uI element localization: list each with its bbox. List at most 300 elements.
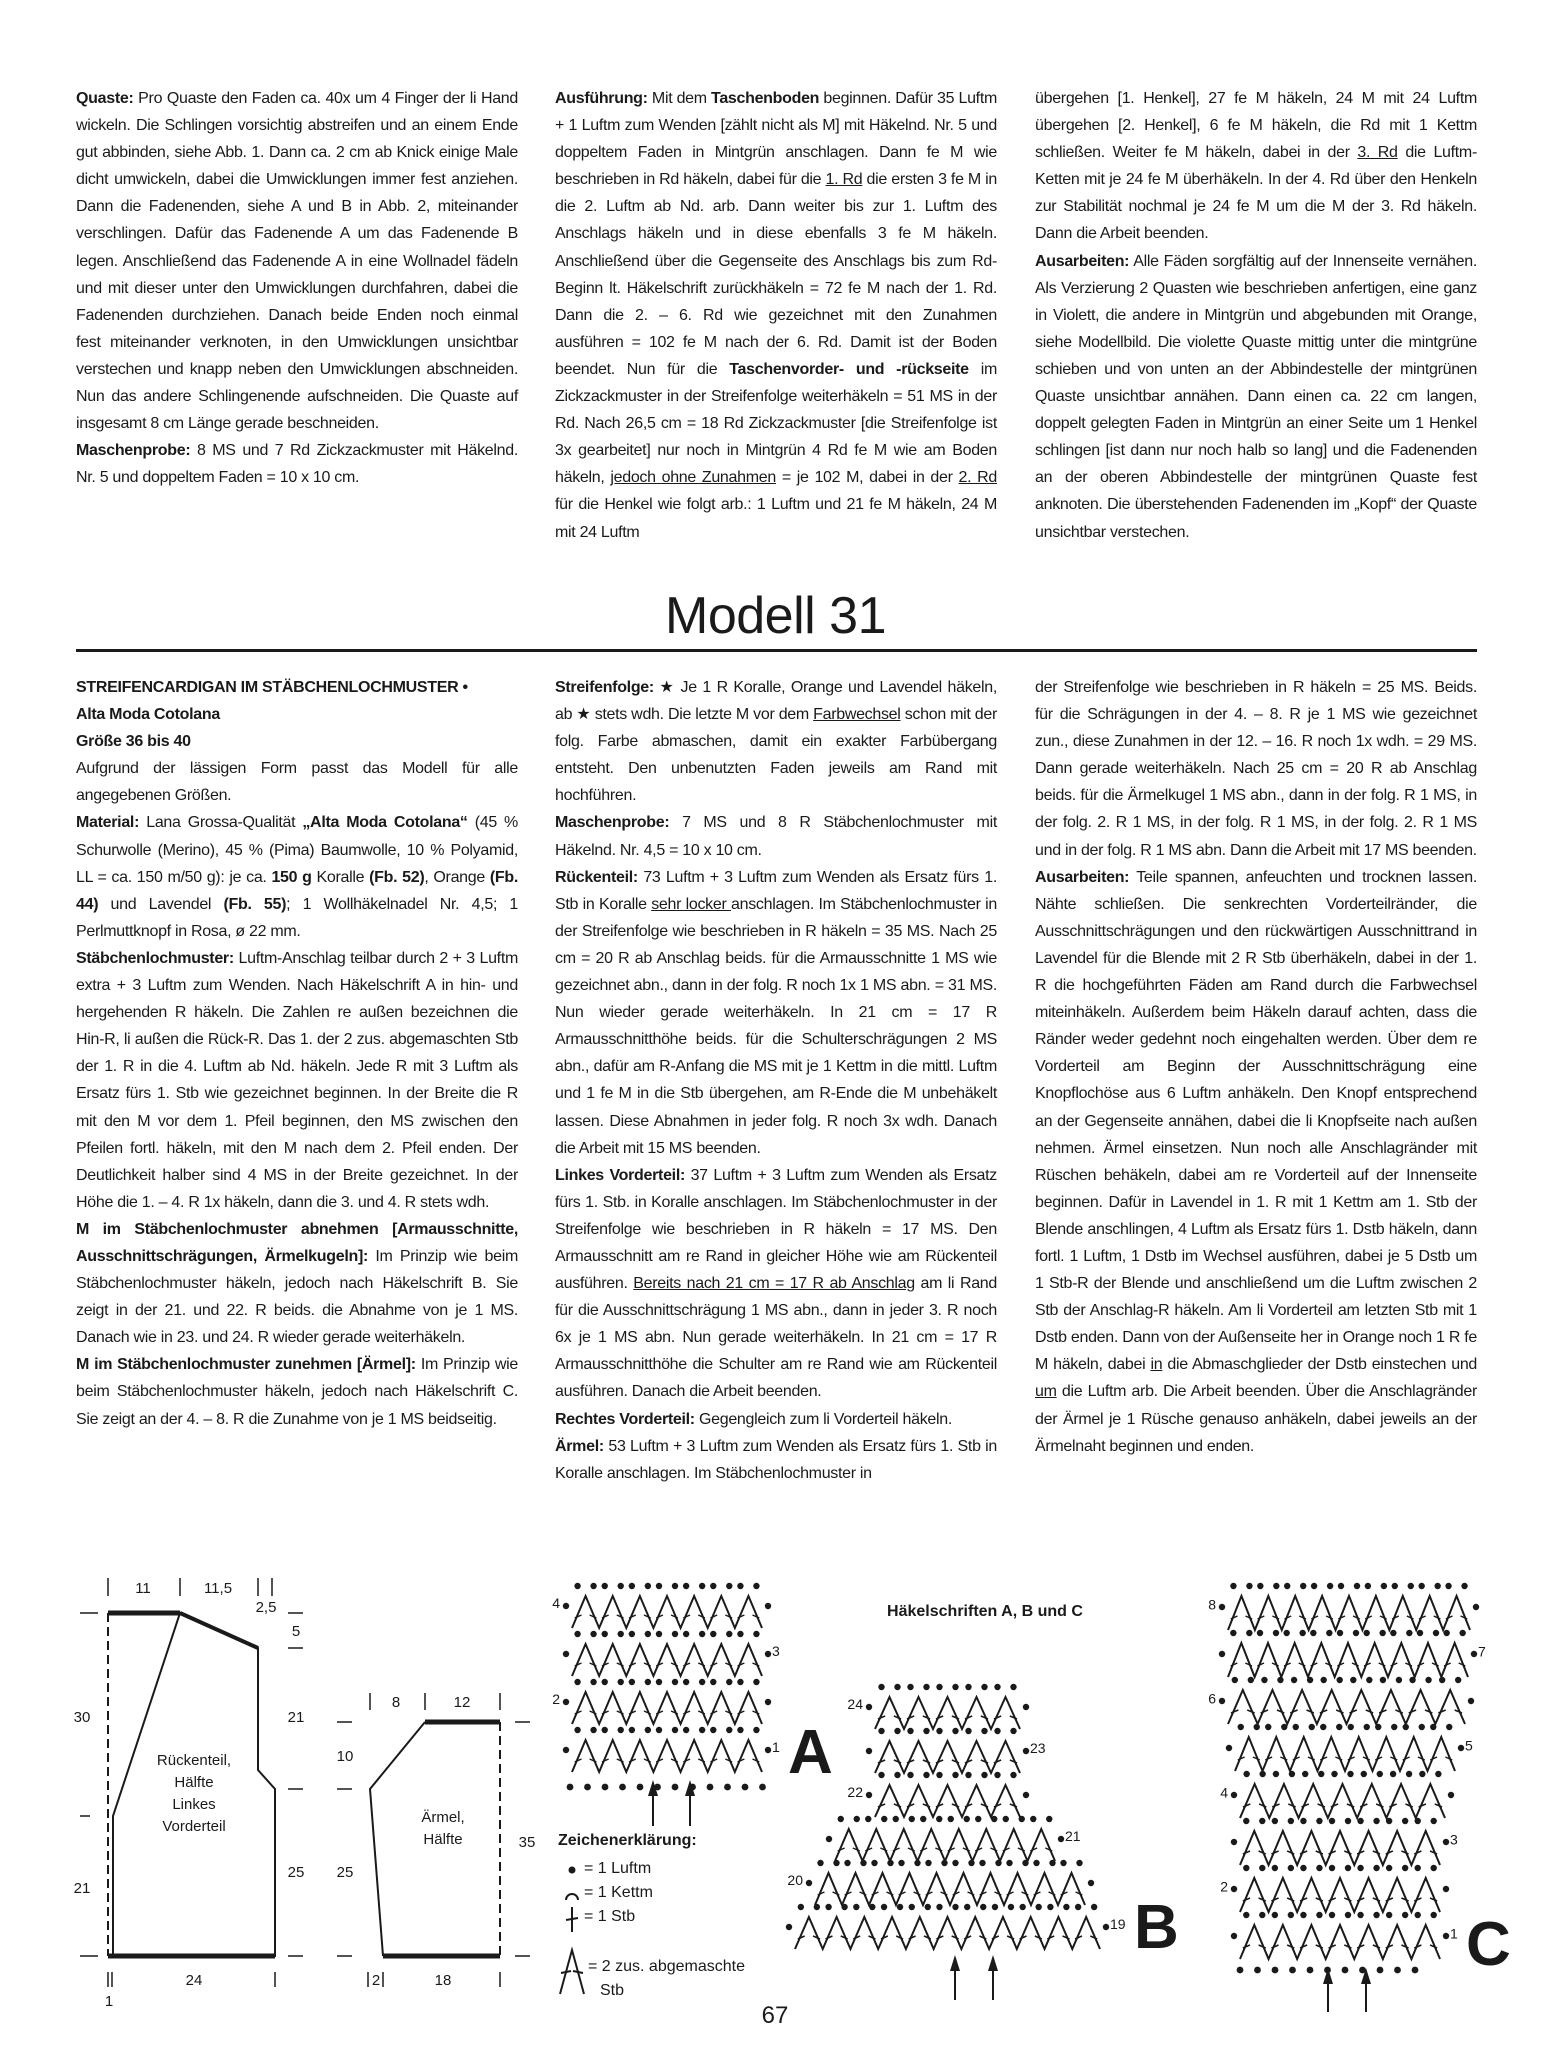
chain-dot [699, 1583, 705, 1589]
row-number: 24 [847, 1696, 863, 1713]
chain-dot [726, 1679, 732, 1685]
chain-dot [563, 1651, 569, 1657]
chain-dot [1402, 1912, 1408, 1918]
chain-dot [629, 1679, 635, 1685]
charts-title: Häkelschriften A, B und C [887, 1603, 1083, 1620]
text-run: 37 Luftm + 3 Luftm zum Wenden als Ersatz fürs 1. Stb. in Koralle anschlagen. Im Stäbchenlochmuster in der Streifenfolge wie beschrieben in R häkeln = 17 MS. Den Armausschnitt am re Rand in gleicher Höhe wie am Rückenteil ausführen. [555, 1166, 998, 1293]
chain-dot [672, 1583, 678, 1589]
chain-dot [1357, 1818, 1363, 1824]
zigzag-stitches [572, 1740, 762, 1772]
chain-dot [737, 1583, 743, 1589]
double-crochet-icon [566, 1907, 578, 1932]
chain-dot [1390, 1771, 1396, 1777]
sleeve-outline [370, 1722, 425, 1956]
foundation-chain-dot [759, 1784, 766, 1791]
chain-dot [1433, 1630, 1439, 1636]
chain-dot [753, 1679, 759, 1685]
bold-text: Ausführung: [555, 90, 648, 107]
chain-dot [1379, 1630, 1385, 1636]
chain-dot [854, 1816, 860, 1822]
text-run: Mit dem [647, 90, 712, 107]
chain-dot [806, 1880, 812, 1886]
chain-dot [894, 1772, 900, 1778]
chain-dot [1439, 1677, 1445, 1683]
chain-dot [992, 1904, 998, 1910]
chain-dot [1327, 1583, 1333, 1589]
bold-text: Material: [76, 814, 140, 832]
stitch-row [572, 1596, 762, 1628]
chain-dot [1446, 1724, 1452, 1730]
stitch-row [875, 1697, 1020, 1729]
chain-dot [1060, 1860, 1066, 1866]
chain-dot [618, 1631, 624, 1637]
chain-dot [964, 1816, 970, 1822]
chain-dot [1443, 1839, 1449, 1845]
chain-dot [1046, 1816, 1052, 1822]
chain-dot [765, 1603, 771, 1609]
chain-dot [952, 1728, 958, 1734]
piece-label: Hälfte [174, 1774, 214, 1791]
chain-dot [925, 1860, 931, 1866]
chain-dot [737, 1679, 743, 1685]
chain-dot [1461, 1583, 1467, 1589]
foundation-chain-dot [1307, 1967, 1314, 1974]
chain-dot [1231, 1933, 1237, 1939]
chain-dot [893, 1816, 899, 1822]
text-run: 8 MS und 7 Rd Zickzackmuster mit Häkelnd. Nr. 5 und doppeltem Faden = 10 x 10 cm. [76, 442, 518, 487]
chain-dot [1357, 1912, 1363, 1918]
chain-dot [726, 1727, 732, 1733]
underlined-text: in [1150, 1356, 1163, 1374]
chain-dot [1272, 1818, 1278, 1824]
chain-dot [833, 1860, 839, 1866]
text-run: die Abmaschglieder der Dstb einstechen und [1162, 1356, 1478, 1374]
legend-title: Zeichenerklärung: [558, 1832, 697, 1849]
chain-dot [897, 1904, 903, 1910]
chain-dot [618, 1679, 624, 1685]
chain-dot [1471, 1651, 1477, 1657]
chain-dot [964, 1904, 970, 1910]
chain-dot [923, 1684, 929, 1690]
chain-dot [1259, 1912, 1265, 1918]
chain-dot [826, 1836, 832, 1842]
row-number: 2 [552, 1691, 560, 1708]
chain-dot [563, 1603, 569, 1609]
text-run: die Luftm-Ketten mit je 24 fe M überhäkeln. In der 4. Rd über den Henkeln zur Stabilität nochmal je 24 fe M um die M der 3. Rd häkeln. Dann die Arbeit beenden. [1035, 144, 1477, 243]
section-title: Modell 31 [665, 587, 886, 645]
chain-dot [710, 1727, 716, 1733]
foundation-chain-dot [1377, 1967, 1384, 1974]
chain-dot [965, 1772, 971, 1778]
text-run: (45 % Schurwolle (Merino), 45 % (Pima) Baumwolle, 10 % Polyamid, LL = ca. 150 m/50 g): je ca. [76, 814, 518, 886]
stitch-row [1240, 1925, 1440, 1959]
chain-dot [878, 1684, 884, 1690]
foundation-chain-dot [707, 1784, 714, 1791]
chain-dot [699, 1679, 705, 1685]
row-number: 8 [1208, 1596, 1216, 1613]
chain-dot [1458, 1745, 1464, 1751]
chain-dot [1259, 1865, 1265, 1871]
zigzag-stitches [835, 1829, 1055, 1861]
chain-dot [952, 1772, 958, 1778]
zigzag-stitches [1228, 1596, 1470, 1630]
foundation-chain-dot [1254, 1967, 1261, 1974]
chain-dot [1455, 1677, 1461, 1683]
chain-dot [994, 1684, 1000, 1690]
chain-dot [1417, 1630, 1423, 1636]
dim-label: 21 [73, 1880, 91, 1897]
chain-dot [866, 1704, 872, 1710]
foundation-chain-dot [637, 1784, 644, 1791]
underlined-text: 3. Rd [1357, 144, 1398, 162]
chain-dot [786, 1924, 792, 1930]
chain-dot [1273, 1771, 1279, 1777]
chain-dot [602, 1727, 608, 1733]
text-run: die Luftm arb. Die Arbeit beenden. Über die Anschlagränder der Ärmel je 1 Rüsche genauso anhäkeln, dabei jeweils an der Ärmelnaht beginnen und enden. [1035, 1383, 1477, 1455]
chain-dot [683, 1631, 689, 1637]
text-run: Pro Quaste den Faden ca. 40x um 4 Finger der li Hand wickeln. Die Schlingen vorsichtig abstreifen und an einem Ende gut abbinden, siehe Abb. 1. Dann ca. 2 cm ab Knick einige Male dicht umwickeln, dabei die Umwicklungen immer fest anziehen. Dann die Fadenenden, siehe A und B in Abb. 2, miteinander verschlingen. Dafür das Fadenende A um das Fadenende B legen. Anschließend das Fadenende A in eine Wollnadel fädeln und mit dieser unter den Umwicklungen durchfahren, dabei die Fadenenden durchziehen. Danach beide Enden noch einmal fest miteinander verknoten, in den Umwicklungen unsichtbar verstechen und knapp neben den Umwicklungen abschneiden. Nun das andere Schlingenende aufschneiden. Die Quaste auf insgesamt 8 cm Länge gerade beschneiden. [76, 90, 518, 433]
piece-label: Vorderteil [162, 1818, 226, 1835]
chain-dot [1246, 1630, 1252, 1636]
chain-dot [1377, 1771, 1383, 1777]
chain-dot [1283, 1630, 1289, 1636]
chain-dot [1300, 1583, 1306, 1589]
chain-dot [645, 1583, 651, 1589]
bold-text: „Alta Moda Cotolana“ [302, 814, 468, 832]
chain-dot [753, 1631, 759, 1637]
chain-dot [894, 1728, 900, 1734]
text-run: schon mit der folg. Farbe abmaschen, damit ein exakter Farbübergang entsteht. Den unbenutzten Faden jeweils am Rand mit hochführen. [555, 706, 997, 805]
chain-dot [629, 1727, 635, 1733]
dim-label: 25 [287, 1864, 305, 1881]
chain-dot [563, 1699, 569, 1705]
chain-dot [1320, 1724, 1326, 1730]
chain-dot [1331, 1771, 1337, 1777]
dim-label: 1 [104, 1993, 114, 2010]
chain-dot [1345, 1912, 1351, 1918]
zigzag-stitches [572, 1596, 762, 1628]
chain-dot [1320, 1677, 1326, 1683]
chain-dot [1347, 1771, 1353, 1777]
row-number: 6 [1208, 1690, 1216, 1707]
chain-dot [1288, 1912, 1294, 1918]
chain-dot [602, 1631, 608, 1637]
chain-dot [936, 1772, 942, 1778]
front-neckline [113, 1613, 180, 1956]
chart-letter-c: C [1466, 1910, 1511, 1979]
zigzag-stitches [875, 1697, 1020, 1729]
chain-dot [1231, 1792, 1237, 1798]
zigzag-stitches [1228, 1690, 1465, 1724]
chain-dot [1419, 1724, 1425, 1730]
zigzag-stitches [815, 1873, 1085, 1905]
chain-dot [1231, 1886, 1237, 1892]
chain-dot [1415, 1865, 1421, 1871]
chain-dot [1310, 1630, 1316, 1636]
underlined-text: Farbwechsel [813, 706, 901, 724]
chain-dot [602, 1583, 608, 1589]
chain-dot [1265, 1724, 1271, 1730]
chain-dot [574, 1631, 580, 1637]
foundation-chain-dot [1289, 1967, 1296, 1974]
stitch-row [1240, 1831, 1440, 1865]
chain-dot [1445, 1583, 1451, 1589]
chain-dot [853, 1904, 859, 1910]
stitch-row [1228, 1596, 1470, 1630]
chain-dot [765, 1651, 771, 1657]
underlined-text: sehr locker [651, 895, 731, 913]
bold-text: Ärmel: [555, 1437, 604, 1455]
chain-dot [1226, 1745, 1232, 1751]
chain-dot [1272, 1865, 1278, 1871]
chain-dot [866, 1748, 872, 1754]
chain-dot [765, 1699, 771, 1705]
slip-stitch-icon [566, 1894, 578, 1900]
chain-dot [1035, 1904, 1041, 1910]
chain-dot [618, 1583, 624, 1589]
foundation-chain-dot [602, 1784, 609, 1791]
chain-dot [1448, 1792, 1454, 1798]
chain-dot [952, 1860, 958, 1866]
row-number: 2 [1220, 1878, 1228, 1895]
bold-text: (Fb. 44) [76, 868, 518, 913]
chain-dot [629, 1583, 635, 1589]
text-run: Koralle [311, 868, 370, 886]
crochet-chart-b [786, 1684, 1126, 2000]
chain-dot [1248, 1677, 1254, 1683]
chain-dot [1373, 1912, 1379, 1918]
stitch-row [795, 1917, 1100, 1949]
arrow-head-icon [950, 1955, 960, 1971]
chain-dot [923, 1772, 929, 1778]
bold-text: Streifenfolge: [555, 679, 654, 696]
chain-dot [1003, 1816, 1009, 1822]
chain-dot [878, 1728, 884, 1734]
crochet-chart-c [1208, 1583, 1486, 2012]
bold-text: 150 g [271, 868, 312, 886]
chain-dot [1386, 1865, 1392, 1871]
stitch-row [1228, 1643, 1468, 1677]
chain-dot [1354, 1583, 1360, 1589]
dim-label: 2,5 [255, 1599, 277, 1616]
chain-dot [936, 1816, 942, 1822]
chain-dot [1091, 1904, 1097, 1910]
stitch-row [572, 1692, 762, 1724]
chain-dot [1230, 1583, 1236, 1589]
chain-dot [710, 1583, 716, 1589]
chain-dot [1302, 1771, 1308, 1777]
chain-dot [909, 1816, 915, 1822]
chart-letter-b: B [1134, 1893, 1179, 1962]
chain-dot [1329, 1818, 1335, 1824]
legend [558, 1832, 745, 1999]
chain-dot [1348, 1724, 1354, 1730]
chain-dot [563, 1747, 569, 1753]
chain-dot [1366, 1677, 1372, 1683]
chain-dot [1318, 1771, 1324, 1777]
chain-dot [936, 1728, 942, 1734]
underlined-text: 1. Rd [825, 171, 863, 189]
chain-dot [798, 1904, 804, 1910]
row-number: 3 [772, 1643, 780, 1660]
chain-dot [1103, 1924, 1109, 1930]
chain-dot [817, 1860, 823, 1866]
crochet-chart-a [552, 1583, 780, 1826]
piece-label: Ärmel, [421, 1809, 465, 1826]
dim-label: 8 [391, 1694, 401, 1711]
chain-dot [1443, 1933, 1449, 1939]
chain-dot [948, 1816, 954, 1822]
text-run: anschlagen. Im Stäbchenlochmuster in der Streifenfolge wie beschrieben in R häkeln = 35 MS. Nach 25 cm = 20 R ab Anschlag beids. für die Armausschnitte 1 MS wie gezeichnet abn., dann in der folg. R noch 1x 1 MS abn. = 31 MS. Nun wieder gerade weiterhäkeln. In 21 cm = 17 R Armausschnitthöhe beids. für die Schulterschrägungen 2 MS abn., dafür am R-Anfang die MS mit je 1 Kettm in die mittl. Luftm und 1 fe M in die Stb übergehen, am R-Ende die M unbehäkelt lassen. Diese Abnahmen in jeder folg. R noch 3x wdh. Danach die Arbeit mit 15 MS beenden. [555, 895, 997, 1157]
chain-dot [1396, 1677, 1402, 1683]
chain-dot [629, 1631, 635, 1637]
chain-dot [1047, 1904, 1053, 1910]
chain-dot [672, 1727, 678, 1733]
text-run: , Orange [424, 868, 490, 886]
row-number: 4 [552, 1595, 560, 1612]
chain-dot [1030, 1816, 1036, 1822]
text-run: Lana Grossa-Qualität [139, 814, 303, 832]
dim-label: 21 [287, 1709, 305, 1726]
underlined-text: jedoch ohne Zunahmen [610, 469, 776, 487]
chain-dot [952, 1684, 958, 1690]
bold-text: M im Stäbchenlochmuster zunehmen [Ärmel]: [76, 1356, 416, 1374]
chain-dot [656, 1727, 662, 1733]
bold-text: M im Stäbchenlochmuster abnehmen [Armausschnitte, Ausschnittschrägungen, Ärmelkugeln]: [76, 1220, 518, 1265]
chain-dot [1418, 1583, 1424, 1589]
chain-dot [1363, 1630, 1369, 1636]
bold-text: STREIFENCARDIGAN IM STÄBCHENLOCHMUSTER • [76, 679, 468, 696]
chain-dot [965, 1728, 971, 1734]
chain-dot [1391, 1724, 1397, 1730]
chain-dot [683, 1727, 689, 1733]
foundation-chain-dot [1342, 1967, 1349, 1974]
chain-dot [907, 1728, 913, 1734]
chain-dot [1288, 1865, 1294, 1871]
chain-dot [753, 1583, 759, 1589]
chain-dot [1058, 1836, 1064, 1842]
bold-text: Taschenboden [711, 90, 820, 107]
chain-dot [602, 1679, 608, 1685]
chain-dot [1381, 1583, 1387, 1589]
dim-label: 10 [336, 1748, 354, 1765]
chain-dot [1219, 1604, 1225, 1610]
text-run: Luftm-Anschlag teilbar durch 2 + 3 Luftm extra + 3 Luftm zum Wenden. Nach Häkelschrift A in hin- und hergehenden R häkeln. Die Zahlen re außen bezeichnen die Hin-R, li außen die Rück-R. Das 1. der 2 zus. abgemaschten Stb der 1. R in die 4. Luftm ab Nd. häkeln. Jede R mit 3 Luftm als Ersatz fürs 1. Stb wie gezeichnet beginnen. In der Breite die R mit den M vor dem 1. Pfeil beginnen, den MS zwischen den Pfeilen fortl. häkeln, mit den M nach dem 2. Pfeil enden. Der Deutlichkeit halber sind 4 MS in der Breite gezeichnet. In der Höhe die 1. – 4. R 1x häkeln, dann die 3. und 4. R stets wdh. [76, 949, 518, 1211]
chain-dot [981, 1728, 987, 1734]
row-number: 19 [1110, 1916, 1126, 1933]
chain-dot [1435, 1771, 1441, 1777]
chain-dot [1243, 1818, 1249, 1824]
chain-dot [1232, 1677, 1238, 1683]
chain-dot [590, 1631, 596, 1637]
bold-text: Größe 36 bis 40 [76, 733, 191, 751]
chain-dot [1329, 1912, 1335, 1918]
chain-dot [1337, 1630, 1343, 1636]
text-run: im Zickzackmuster in der Streifenfolge weiterhäkeln = 51 MS in der Rd. Nach 26,5 cm = 18 Rd Zickzackmuster [die Streifenfolge ist 3x gearbeitet] nur noch in Mintgrün 4 Rd fe M wie am Boden häkeln, [555, 360, 997, 487]
dim-label: 11 [135, 1580, 151, 1597]
chain-dot [878, 1772, 884, 1778]
chain-dot [1406, 1771, 1412, 1777]
chain-dot [1010, 1772, 1016, 1778]
chain-stitch-icon [569, 1867, 576, 1874]
underlined-text: um [1035, 1383, 1057, 1401]
chain-dot [1277, 1677, 1283, 1683]
chain-dot [1390, 1630, 1396, 1636]
foundation-chain-dot [1237, 1967, 1244, 1974]
chain-dot [844, 1860, 850, 1866]
chain-dot [925, 1904, 931, 1910]
chain-dot [645, 1727, 651, 1733]
dim-label: 18 [434, 1972, 452, 1989]
bold-text: Linkes Vorderteil: [555, 1166, 685, 1184]
chain-dot [1010, 1684, 1016, 1690]
foundation-chain-dot [1272, 1967, 1279, 1974]
chain-dot [965, 1684, 971, 1690]
bold-text: Maschenprobe: [76, 442, 191, 460]
chain-dot [1076, 1860, 1082, 1866]
foundation-chain-dot [1412, 1967, 1419, 1974]
chain-dot [1380, 1677, 1386, 1683]
stitch-row [1240, 1784, 1445, 1818]
chain-dot [979, 1860, 985, 1866]
text-run: 73 Luftm + 3 Luftm zum Wenden als Ersatz fürs 1. Stb in Koralle [555, 868, 997, 913]
chain-dot [1316, 1912, 1322, 1918]
chain-dot [574, 1727, 580, 1733]
chain-dot [1284, 1583, 1290, 1589]
shoulder-edge [180, 1613, 258, 1648]
bold-text: (Fb. 55) [223, 895, 287, 913]
zigzag-stitches [1240, 1831, 1440, 1865]
page-number: 67 [761, 2002, 789, 2029]
chain-dot [1291, 1677, 1297, 1683]
zigzag-stitches [1240, 1784, 1445, 1818]
chain-dot [1010, 1728, 1016, 1734]
chain-dot [765, 1747, 771, 1753]
chain-dot [1326, 1630, 1332, 1636]
chain-dot [710, 1679, 716, 1685]
chain-dot [656, 1631, 662, 1637]
chain-dot [994, 1772, 1000, 1778]
legend-item: = 1 Luftm [584, 1860, 652, 1877]
chain-dot [1431, 1865, 1437, 1871]
chain-dot [1443, 1886, 1449, 1892]
chain-dot [1364, 1724, 1370, 1730]
stitch-row [875, 1741, 1020, 1773]
chain-dot [1219, 1698, 1225, 1704]
chain-dot [1261, 1677, 1267, 1683]
foundation-chain-dot [724, 1784, 731, 1791]
chain-dot [994, 1728, 1000, 1734]
chain-dot [1088, 1880, 1094, 1886]
foundation-chain-dot [742, 1784, 749, 1791]
chain-dot [699, 1631, 705, 1637]
chain-dot [753, 1727, 759, 1733]
chain-dot [590, 1727, 596, 1733]
chain-dot [825, 1904, 831, 1910]
chain-dot [1338, 1583, 1344, 1589]
chain-dot [1329, 1865, 1335, 1871]
chain-dot [1238, 1724, 1244, 1730]
chain-dot [1008, 1904, 1014, 1910]
chain-dot [672, 1631, 678, 1637]
stitch-row [875, 1785, 1020, 1817]
chain-dot [1336, 1724, 1342, 1730]
foundation-chain-dot [672, 1784, 679, 1791]
chain-dot [737, 1727, 743, 1733]
bold-text: Quaste: [76, 90, 134, 107]
chain-dot [980, 1904, 986, 1910]
text-run: 7 MS und 8 R Stäbchenlochmuster mit Häkelnd. Nr. 4,5 = 10 x 10 cm. [555, 814, 997, 859]
